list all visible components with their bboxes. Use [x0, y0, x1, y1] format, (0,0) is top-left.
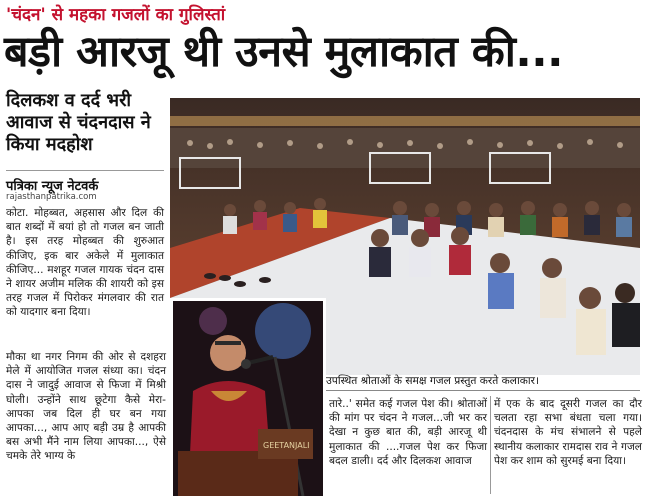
article-body-left-top: [6, 206, 164, 320]
paragraph: मौका था नगर निगम की ओर से दशहरा मेले में आयोजित गजल संध्या का। चंदन दास ने जादुई आवाज से फिजा में मिश्री घोली। उन्होंने साथ छूटेगा कैसे मेरा-आपका जब दिल ही घर बन गया आपका..., आप आए बड़ी उम्र है आपकी बस अभी मैंने नाम लिया आपका..., ऐसे चमके तेरे भाग्य के: [6, 351, 166, 463]
column-divider: [490, 396, 491, 494]
main-headline: बड़ी आरजू थी उनसे मुलाकात की...: [4, 27, 563, 77]
article-body-left-bottom: [6, 350, 166, 464]
subhead-divider: [6, 170, 164, 171]
singer-photo: [170, 298, 326, 499]
subheadline: दिलकश व दर्द भरी आवाज से चंदनदास ने किया मदहोश: [6, 90, 151, 155]
article-body-right: [494, 397, 642, 468]
article-body-middle: [329, 397, 487, 468]
website-credit: rajasthanpatrika.com: [6, 192, 97, 202]
paragraph: तारे..' समेत कई गजल पेश की। श्रोताओं की मांग पर चंदन ने गजल...जी भर कर देखा न कुछ बात की, बड़ी आरजू थी मुलाकात की ....गजल पेश कर फिजा बदल डाली। दर्द और दिलकश आवाज: [329, 398, 487, 467]
podium-label: GEETANJALI: [263, 441, 310, 450]
caption-divider: [326, 390, 640, 391]
byline: पत्रिका न्यूज नेटवर्क: [6, 179, 99, 194]
paragraph: कोटा. मोहब्बत, अहसास और दिल की बात शब्दों में बयां हो तो गजल बन जाती है। इस तरह मोहब्बत की शुरुआत कीजिए, इक बार अकेले में मुलाकात कीजिए... मशहूर गजल गायक चंदन दास ने शायर अजीम मलिक की शायरी को इस तरह गजल में पिरोकर मंगलवार की रात को यादगार बना दिया।: [6, 207, 164, 319]
kicker-headline: 'चंदन' से महका गजलों का गुलिस्तां: [6, 5, 226, 25]
photo-caption: उपस्थित श्रोताओं के समक्ष गजल प्रस्तुत करते कलाकार।: [326, 375, 539, 387]
paragraph: में एक के बाद दूसरी गजल का दौर चलता रहा सभा बंधता चला गया। चंदनदास के मंच संभालने से पहले स्थानीय कलाकार रामदास राव ने गजल पेश कर शाम को सुरमई बना दिया।: [494, 398, 642, 467]
